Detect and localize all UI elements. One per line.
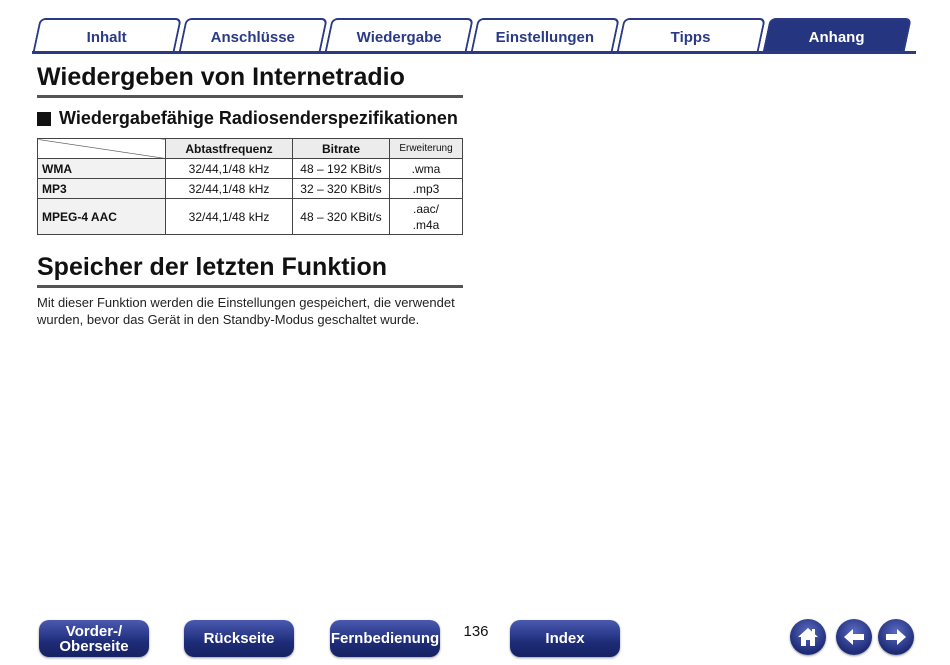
tab-label: Anhang <box>808 28 865 46</box>
section-title-last-function: Speicher der letzten Funktion <box>37 252 463 288</box>
table-row-header: MPEG-4 AAC <box>38 199 166 235</box>
tab-label: Tipps <box>670 28 711 46</box>
table-cell: 32/44,1/48 kHz <box>166 199 293 235</box>
table-cell: 32 – 320 KBit/s <box>293 179 390 199</box>
subsection-title-text: Wiedergabefähige Radiosenderspezifikationen <box>59 108 458 128</box>
tab-label: Inhalt <box>86 28 127 46</box>
tab-label: Wiedergabe <box>356 28 442 46</box>
rear-label: Rückseite <box>203 630 275 647</box>
table-cell: 32/44,1/48 kHz <box>166 179 293 199</box>
remote-button[interactable] <box>330 620 440 657</box>
ext-line: .m4a <box>412 217 440 232</box>
remote-label: Fernbedienung <box>330 630 440 647</box>
arrow-left-icon <box>841 626 867 648</box>
table-cell: 32/44,1/48 kHz <box>166 159 293 179</box>
table-cell: .wma <box>390 159 463 179</box>
rear-button[interactable] <box>184 620 294 657</box>
arrow-right-icon <box>883 626 909 648</box>
paragraph: Mit dieser Funktion werden die Einstellungen gespeichert, die verwendet wurden, bevor das Gerät in den Standby-Modus geschaltet wurde. <box>37 295 455 327</box>
table-cell: .mp3 <box>390 179 463 199</box>
bullet-square-icon <box>37 112 51 126</box>
table-row-header: WMA <box>38 159 166 179</box>
table-row <box>38 159 463 179</box>
tab-bar <box>32 16 916 54</box>
table-row <box>38 179 463 199</box>
tab-wiedergabe[interactable] <box>324 18 474 54</box>
tab-einstellungen[interactable] <box>470 18 620 54</box>
forward-button[interactable] <box>878 619 914 655</box>
home-button[interactable] <box>790 619 826 655</box>
front-top-button[interactable] <box>39 620 149 657</box>
front-top-label-2: Oberseite <box>59 637 129 655</box>
tab-anhang[interactable] <box>762 18 912 54</box>
table-header: Erweiterung <box>390 139 463 159</box>
tab-label: Einstellungen <box>495 28 594 46</box>
tab-inhalt[interactable] <box>32 18 182 54</box>
table-row-header: MP3 <box>38 179 166 199</box>
table-cell <box>390 199 463 235</box>
table-header-row <box>38 139 463 159</box>
home-icon <box>795 625 821 649</box>
table-row <box>38 199 463 235</box>
tab-label: Anschlüsse <box>210 28 295 46</box>
front-top-label-1: Vorder-/ <box>65 622 123 640</box>
tab-anschluesse[interactable] <box>178 18 328 54</box>
table-header: Bitrate <box>293 139 390 159</box>
ext-line: .aac/ <box>412 201 439 216</box>
tab-baseline <box>32 51 916 54</box>
table-header: Abtastfrequenz <box>166 139 293 159</box>
section-title-internetradio: Wiedergeben von Internetradio <box>37 62 463 98</box>
table-corner-cell <box>38 139 166 159</box>
subsection-title <box>37 108 458 129</box>
page-number: 136 <box>463 623 489 640</box>
index-button[interactable] <box>510 620 620 657</box>
table-cell: 48 – 192 KBit/s <box>293 159 390 179</box>
tab-tipps[interactable] <box>616 18 766 54</box>
back-button[interactable] <box>836 619 872 655</box>
index-label: Index <box>545 630 585 647</box>
radio-spec-table <box>37 138 463 235</box>
table-cell: 48 – 320 KBit/s <box>293 199 390 235</box>
